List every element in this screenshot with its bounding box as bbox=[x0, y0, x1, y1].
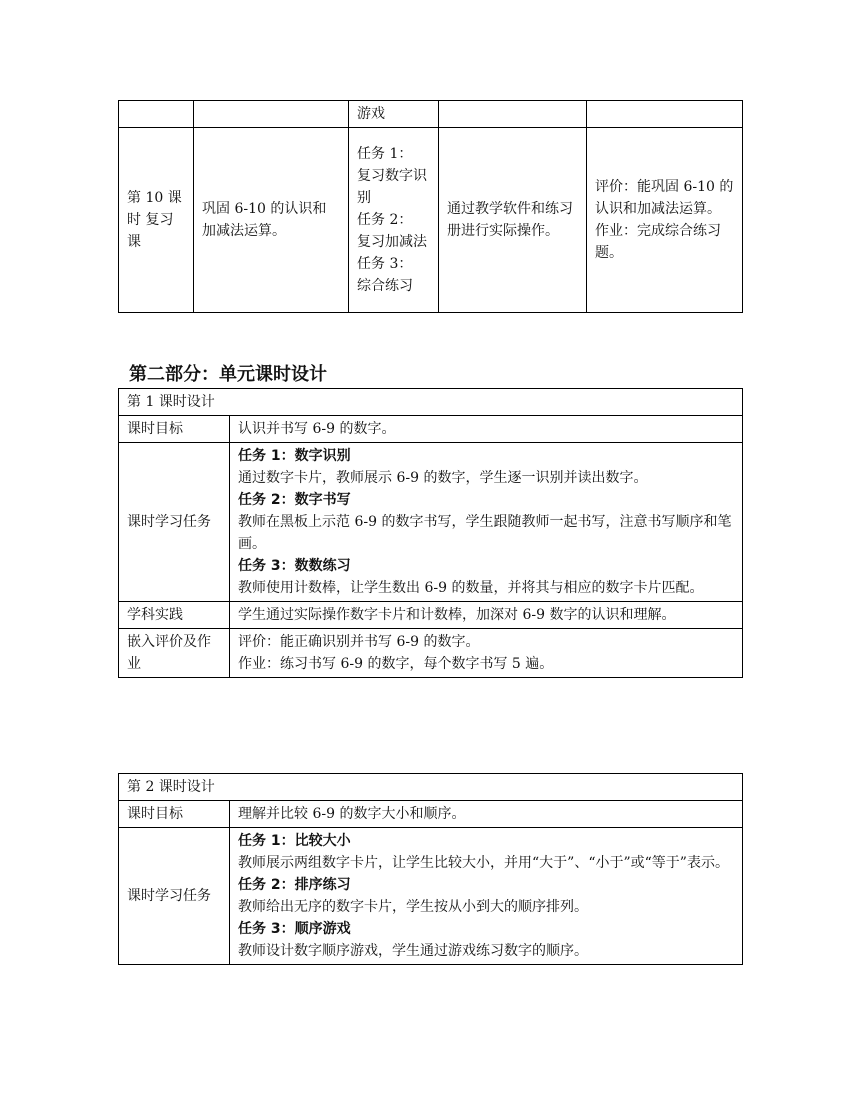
goal-cell: 巩固 6-10 的认识和加减法运算。 bbox=[194, 128, 349, 313]
row-label: 学科实践 bbox=[119, 602, 230, 629]
task-body: 教师使用计数棒，让学生数出 6-9 的数量，并将其与相应的数字卡片匹配。 bbox=[238, 580, 704, 596]
lesson2-design-table bbox=[118, 773, 743, 965]
practice-cell: 通过教学软件和练习册进行实际操作。 bbox=[439, 128, 587, 313]
table-row bbox=[119, 602, 743, 629]
lesson-header: 第 2 课时设计 bbox=[119, 774, 743, 801]
table-cell bbox=[439, 101, 587, 128]
task-line: 复习加减法 bbox=[357, 234, 427, 250]
task-line: 复习数字识别 bbox=[357, 168, 427, 206]
task-body: 教师展示两组数字卡片，让学生比较大小，并用“大于”、“小于”或“等于”表示。 bbox=[238, 855, 729, 871]
homework-text: 作业：练习书写 6-9 的数字，每个数字书写 5 遍。 bbox=[238, 656, 554, 672]
table-cell: 游戏 bbox=[349, 101, 439, 128]
row-label: 课时学习任务 bbox=[119, 828, 230, 965]
eval-text: 评价：能正确识别并书写 6-9 的数字。 bbox=[238, 634, 480, 650]
task-title: 任务 1：数字识别 bbox=[238, 448, 351, 464]
tasks-cell bbox=[230, 828, 743, 965]
row-label: 课时目标 bbox=[119, 801, 230, 828]
task-title: 任务 3：顺序游戏 bbox=[238, 921, 351, 937]
row-label: 嵌入评价及作业 bbox=[119, 629, 230, 678]
homework-text: 作业：完成综合练习题。 bbox=[595, 223, 721, 261]
lesson-header: 第 1 课时设计 bbox=[119, 389, 743, 416]
tasks-cell bbox=[349, 128, 439, 313]
table-cell bbox=[194, 101, 349, 128]
task-line: 任务 2： bbox=[357, 212, 413, 228]
lesson-overview-table bbox=[118, 100, 743, 313]
table-row bbox=[119, 828, 743, 965]
tasks-cell bbox=[230, 443, 743, 602]
section-title: 第二部分：单元课时设计 bbox=[129, 364, 327, 385]
table-row bbox=[119, 801, 743, 828]
task-line: 任务 3： bbox=[357, 256, 413, 272]
table-row bbox=[119, 443, 743, 602]
task-line: 任务 1： bbox=[357, 146, 413, 162]
table-row bbox=[119, 774, 743, 801]
practice-text: 学生通过实际操作数字卡片和计数棒，加深对 6-9 数字的认识和理解。 bbox=[230, 602, 743, 629]
row-label: 课时目标 bbox=[119, 416, 230, 443]
row-label: 课时学习任务 bbox=[119, 443, 230, 602]
task-body: 教师在黑板上示范 6-9 的数字书写，学生跟随教师一起书写，注意书写顺序和笔画。 bbox=[238, 514, 732, 552]
table-row bbox=[119, 128, 743, 313]
task-title: 任务 3：数数练习 bbox=[238, 558, 351, 574]
task-body: 教师给出无序的数字卡片，学生按从小到大的顺序排列。 bbox=[238, 899, 588, 915]
task-line: 综合练习 bbox=[357, 278, 413, 294]
lesson1-design-table bbox=[118, 388, 743, 678]
eval-cell bbox=[230, 629, 743, 678]
table-row bbox=[119, 389, 743, 416]
table-row bbox=[119, 101, 743, 128]
goal-text: 认识并书写 6-9 的数字。 bbox=[230, 416, 743, 443]
task-title: 任务 2：排序练习 bbox=[238, 877, 351, 893]
table-cell bbox=[119, 101, 194, 128]
task-title: 任务 2：数字书写 bbox=[238, 492, 351, 508]
eval-text: 评价：能巩固 6-10 的认识和加减法运算。 bbox=[595, 179, 734, 217]
task-body: 教师设计数字顺序游戏，学生通过游戏练习数字的顺序。 bbox=[238, 943, 588, 959]
task-title: 任务 1：比较大小 bbox=[238, 833, 351, 849]
lesson-cell: 第 10 课时 复习课 bbox=[119, 128, 194, 313]
table-cell bbox=[587, 101, 743, 128]
goal-text: 理解并比较 6-9 的数字大小和顺序。 bbox=[230, 801, 743, 828]
table-row bbox=[119, 416, 743, 443]
table-row bbox=[119, 629, 743, 678]
task-body: 通过数字卡片，教师展示 6-9 的数字，学生逐一识别并读出数字。 bbox=[238, 470, 648, 486]
eval-cell bbox=[587, 128, 743, 313]
